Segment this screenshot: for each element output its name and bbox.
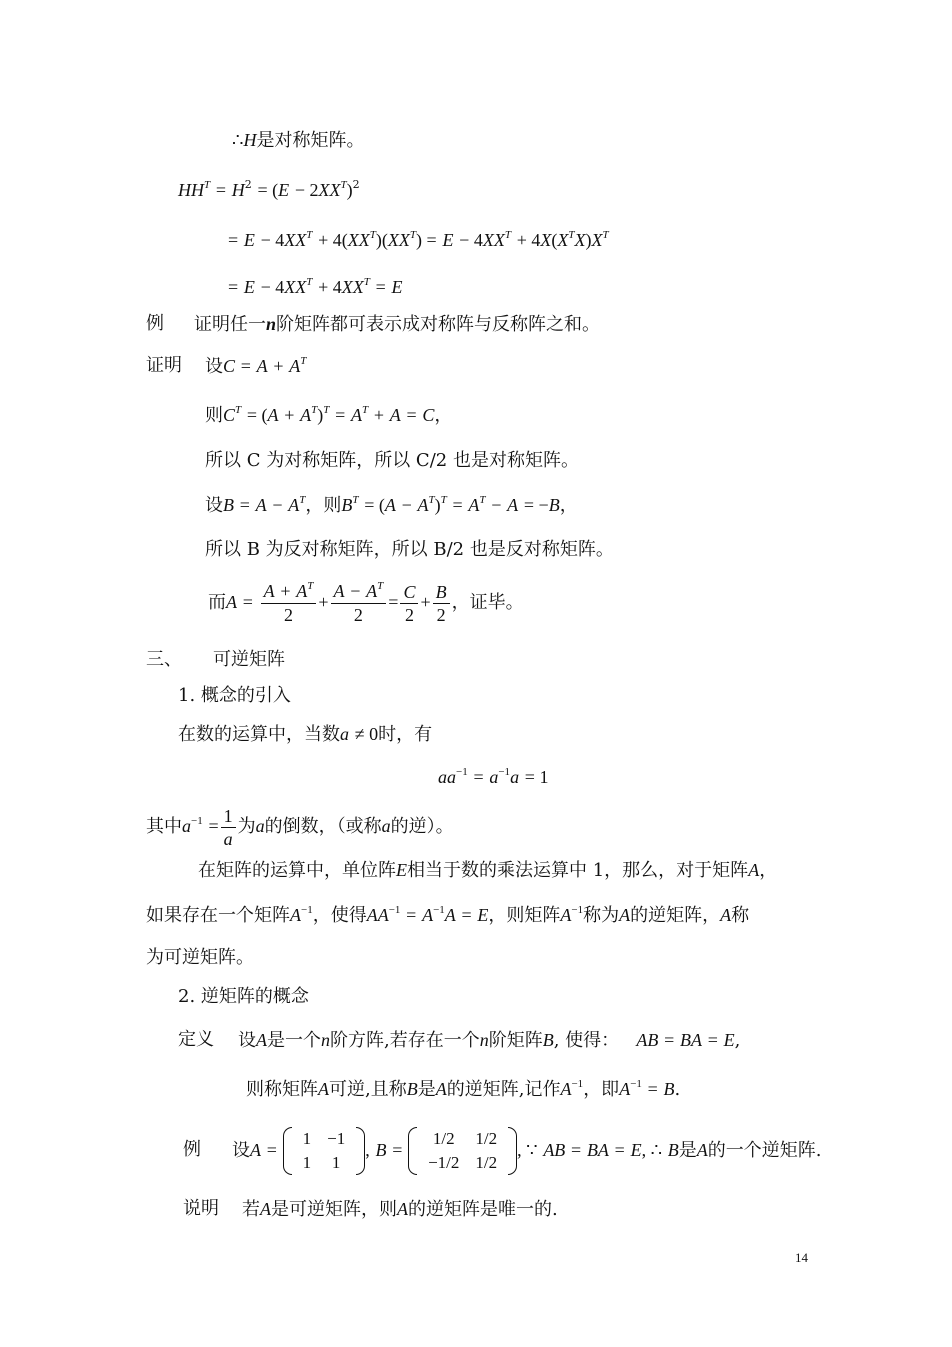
- definition-label: 定义: [178, 1029, 214, 1050]
- equation-number-inverse: $aa^{-1} = a^{-1}a = 1$: [438, 766, 549, 787]
- example-matrices: 设A = 1 −1 1 1 , B = 1/2 1/2 −1/2 1/2 , ∵ AB = BA = E, ∴ B是A的一个逆矩阵.: [232, 1121, 821, 1180]
- proof-b-antisymmetric: 所以 B 为反对称矩阵，所以 B/2 也是反对称矩阵。: [205, 539, 614, 560]
- reciprocal-definition: 其中$a^{-1}$ = $\frac{1}{a}$ 为a的倒数，（或称a的逆）。: [146, 805, 454, 849]
- example-label-2: 例: [183, 1139, 201, 1160]
- subsection-2-title: 2. 逆矩阵的概念: [178, 986, 309, 1007]
- section-title: 可逆矩阵: [213, 649, 285, 670]
- example-label-1: 例: [146, 313, 164, 334]
- proof-label: 证明: [146, 355, 182, 376]
- equation-result: = $E - 4XX^T + 4XX^T = E$: [228, 276, 403, 297]
- subsection-1-title: 1. 概念的引入: [178, 685, 291, 706]
- matrix-a: 1 −1 1 1: [283, 1127, 366, 1175]
- equation-expansion: = $E - 4XX^T + 4(XX^T)(XX^T) = E - 4XX^T + 4X(X^TX)X^T$: [228, 229, 609, 250]
- definition-conclusion: 则称矩阵A可逆,且称B是A的逆矩阵,记作$A^{-1}$，即$A^{-1} = B$.: [246, 1078, 681, 1100]
- proof-decomposition: 而A = $\frac{A + A^T}{2}$ + $\frac{A - A^T}{2}$ = $\frac{C}{2}$ + $\frac{B}{2}$ ，证毕。: [208, 580, 524, 625]
- equation-hht: $HH^T = H^2 = (E - 2XX^T)^2$: [178, 178, 360, 200]
- proof-define-c: 设$C = A + A^T$: [205, 355, 307, 377]
- invertible-matrix-term: 为可逆矩阵。: [146, 947, 254, 968]
- matrix-b: 1/2 1/2 −1/2 1/2: [408, 1127, 517, 1175]
- number-operation-intro: 在数的运算中，当数a ≠ 0时，有: [178, 724, 433, 745]
- proof-c-symmetric: 所以 C 为对称矩阵，所以 C/2 也是对称矩阵。: [205, 450, 579, 471]
- page-number: 14: [795, 1250, 808, 1265]
- proof-define-b: 设$B = A - A^T$，则$B^T = (A - A^T)^T = A^T - A = -B$，: [205, 494, 578, 516]
- example-statement-1: 证明任一n阶矩阵都可表示成对称阵与反称阵之和。: [194, 314, 601, 335]
- definition-statement: 设A是一个n阶方阵,若存在一个n阶矩阵B, 使得： AB = BA = E,: [238, 1030, 741, 1051]
- matrix-analogy: 在矩阵的运算中，单位阵E相当于数的乘法运算中 1，那么，对于矩阵A，: [198, 860, 778, 881]
- inverse-matrix-intro: 如果存在一个矩阵$A^{-1}$，使得$AA^{-1} = A^{-1}A = E$，则矩阵$A^{-1}$称为A的逆矩阵，A称: [146, 904, 750, 926]
- conclusion-h-symmetric: ∴H是对称矩阵。: [232, 130, 365, 151]
- proof-ct: 则$C^T = (A + A^T)^T = A^T + A = C$，: [205, 404, 453, 426]
- remark-label: 说明: [183, 1198, 219, 1219]
- remark-uniqueness: 若A是可逆矩阵，则A的逆矩阵是唯一的.: [242, 1199, 558, 1220]
- section-number: 三、: [146, 649, 182, 670]
